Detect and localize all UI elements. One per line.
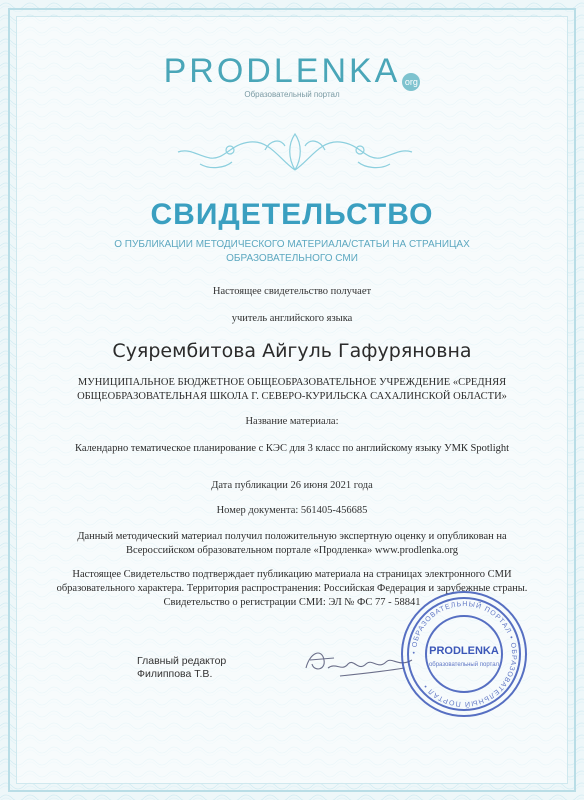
logo	[0, 52, 584, 91]
material-label: Название материала:	[245, 416, 339, 427]
document-number: Номер документа: 561405-456685	[216, 505, 368, 516]
logo-text: PRODLENKA	[163, 52, 401, 90]
editor-block	[137, 655, 226, 681]
certificate-subtitle: О ПУБЛИКАЦИИ МЕТОДИЧЕСКОГО МАТЕРИАЛА/СТАТЬИ НА СТРАНИЦАХ ОБРАЗОВАТЕЛЬНОГО СМИ	[114, 239, 470, 264]
material-title: Календарно тематическое планирование с КЭС для 3 класс по английскому языку УМК Spotlight	[74, 443, 510, 454]
organization-name: МУНИЦИПАЛЬНОЕ БЮДЖЕТНОЕ ОБЩЕОБРАЗОВАТЕЛЬНОЕ УЧРЕЖДЕНИЕ «СРЕДНЯЯ ОБЩЕОБРАЗОВАТЕЛЬНАЯ ШКОЛА Г. СЕВЕРО-КУРИЛЬСКА САХАЛИНСКОЙ ОБЛАСТИ»	[77, 377, 507, 402]
logo-org-badge: org	[402, 73, 420, 91]
confirmation-text: Настоящее Свидетельство подтверждает публикацию материала на страницах электронного СМИ образовательного характера. Территория распространения: Российская Федерация и зарубежные страны. Свидетельство о регистрации СМИ: ЭЛ № ФС 77 - 58841	[56, 569, 528, 608]
editor-role: Главный редактор	[137, 655, 227, 667]
editor-name: Филиппова Т.В.	[137, 668, 213, 680]
stamp-icon	[398, 588, 530, 720]
publication-date: Дата публикации 26 июня 2021 года	[211, 480, 373, 491]
received-by-label: Настоящее свидетельство получает	[212, 286, 372, 297]
stamp-text: PRODLENKA	[429, 645, 499, 657]
svg-text:образовательный портал: образовательный портал	[428, 662, 500, 668]
ornament-icon	[170, 130, 420, 174]
recipient-position: учитель английского языка	[231, 313, 353, 324]
recipient-name: Суярембитова Айгуль Гафуряновна	[112, 340, 472, 362]
logo-subtitle: Образовательный портал	[244, 90, 340, 99]
svg-text:• ОБРАЗОВАТЕЛЬНЫЙ ПОРТАЛ • ОБР: • ОБРАЗОВАТЕЛЬНЫЙ ПОРТАЛ • ОБРАЗОВАТЕЛЬНЫЙ ПОРТАЛ •	[410, 600, 518, 708]
certificate-title: СВИДЕТЕЛЬСТВО	[150, 198, 434, 231]
approval-text: Данный методический материал получил положительную экспертную оценку и опубликован на Всероссийском образовательном портале «Продленка» www.prodlenka.org	[77, 531, 507, 556]
